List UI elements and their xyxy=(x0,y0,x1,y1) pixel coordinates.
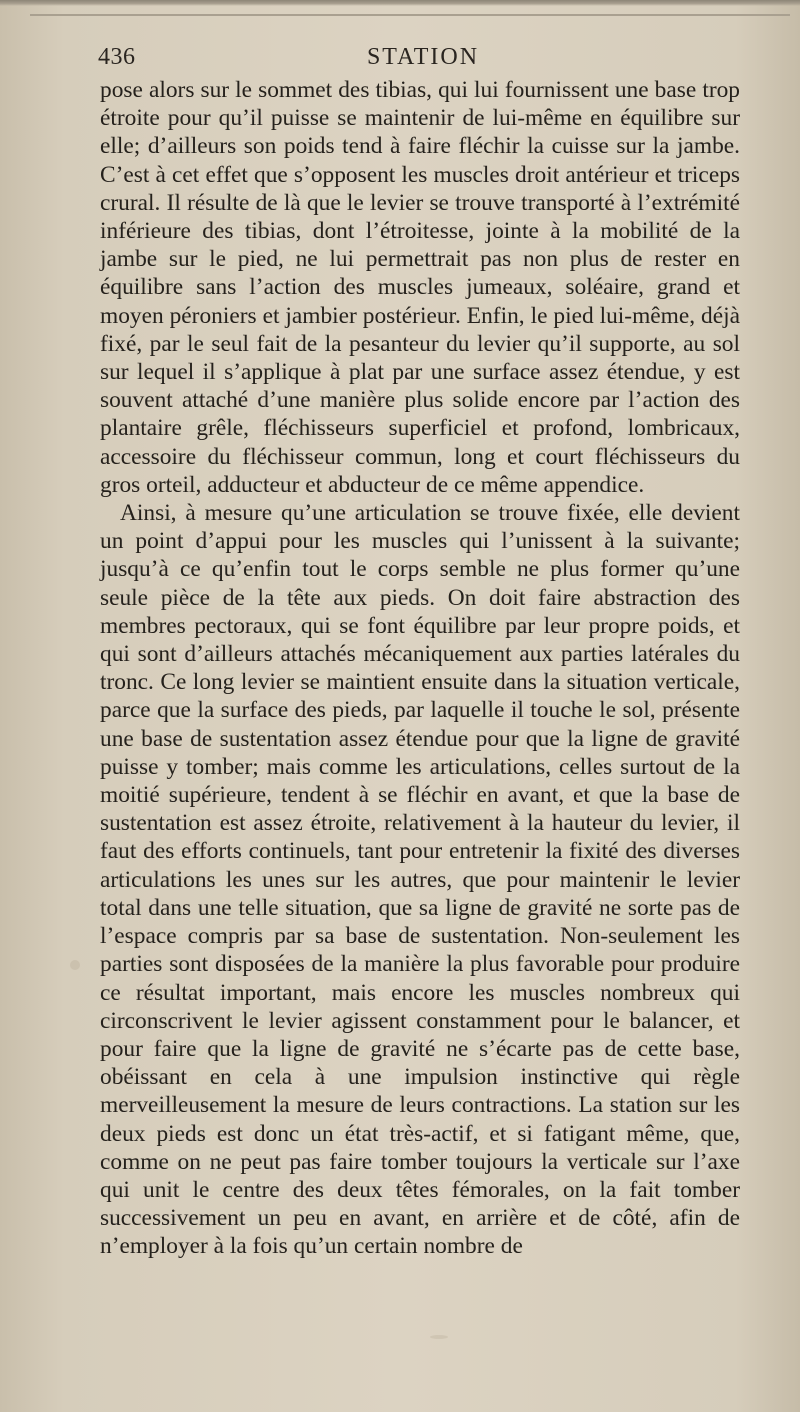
running-title: STATION xyxy=(366,44,480,70)
header-rule xyxy=(30,14,790,16)
running-head xyxy=(98,44,748,74)
paper-stain xyxy=(70,960,80,970)
paragraph-continued: pose alors sur le sommet des tibias, qui lui fournissent une base trop étroite pour qu’il puisse se maintenir de lui-même en équilibre sur elle; d’ailleurs son poids tend à faire fléchir la cuisse sur la jambe. C’est à cet effet que s’opposent les muscles droit antérieur et triceps crural. Il résulte de là que le levier se trouve transporté à l’extrémité inférieure des tibias, dont l’étroitesse, jointe à la mobilité de la jambe sur le pied, ne lui permettrait pas non plus de rester en équilibre sans l’action des muscles jumeaux, soléaire, grand et moyen péroniers et jambier postérieur. Enfin, le pied lui-même, déjà fixé, par le seul fait de la pesanteur du levier qu’il supporte, au sol sur lequel il s’applique à plat par une surface assez étendue, y est souvent attaché d’une manière plus solide encore par l’action des plantaire grêle, fléchisseurs superficiel et profond, lombricaux, accessoire du fléchisseur commun, long et court fléchisseurs du gros orteil, adducteur et abducteur de ce même appendice. xyxy=(100,77,740,498)
page-top-edge xyxy=(0,0,800,6)
paper-stain xyxy=(430,1335,448,1339)
page-number: 436 xyxy=(98,44,136,70)
paragraph: Ainsi, à mesure qu’une articulation se trouve fixée, elle devient un point d’appui pour les muscles qui l’unissent à la suivante; jusqu’à ce qu’enfin tout le corps semble ne plus former qu’une seule pièce de la tête aux pieds. On doit faire abstraction des membres pectoraux, qui se font équilibre par leur propre poids, et qui sont d’ailleurs attachés mécaniquement aux parties latérales du tronc. Ce long levier se maintient ensuite dans la situation verticale, parce que la surface des pieds, par laquelle il touche le sol, présente une base de sustentation assez étendue pour que la ligne de gravité puisse y tomber; mais comme les articulations, celles surtout de la moitié supérieure, tendent à se fléchir en avant, et que la base de sustentation est assez étroite, relativement à la hauteur du levier, il faut des efforts continuels, tant pour entretenir la fixité des diverses articulations les unes sur les autres, que pour maintenir le levier total dans une telle situation, que sa ligne de gravité ne sorte pas de l’espace compris par sa base de sustentation. Non-seulement les parties sont disposées de la manière la plus favorable pour produire ce résultat important, mais encore les muscles nombreux qui circonscrivent le levier agissent constamment pour le balancer, et pour faire que la ligne de gravité ne s’écarte pas de cette base, obéissant en cela à une impulsion instinctive qui règle merveilleusement la mesure de leurs contractions. La station sur les deux pieds est donc un état très-actif, et si fatigant même, que, comme on ne peut pas faire tomber toujours la verticale sur l’axe qui unit le centre des deux têtes fémorales, on la fait tomber successivement un peu en avant, en arrière et de côté, afin de n’employer à la fois qu’un certain nombre de xyxy=(100,500,740,1260)
body-text xyxy=(100,76,740,1261)
